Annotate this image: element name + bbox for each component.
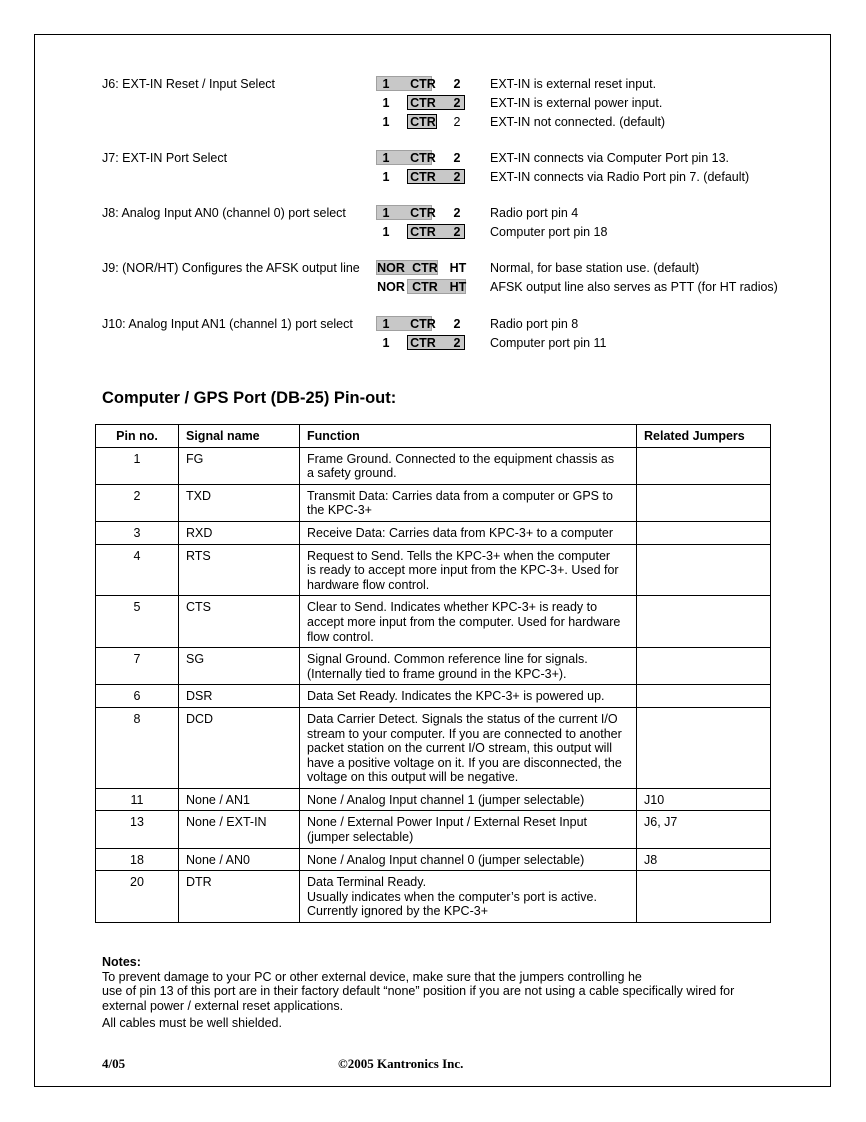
pin-number: 4 — [96, 544, 179, 596]
jumper-pin: 1 — [382, 317, 390, 331]
jumper-pin: CTR — [410, 317, 436, 331]
jumper-description: EXT-IN not connected. (default) — [490, 115, 666, 129]
function-line: Request to Send. Tells the KPC-3+ when the computer — [307, 548, 611, 563]
pin-number: 2 — [96, 484, 179, 521]
notes-line: external power / external reset applications. — [102, 998, 344, 1013]
jumper-pin: CTR — [410, 225, 436, 239]
function-cell — [300, 685, 637, 708]
jumper-description: Radio port pin 4 — [490, 206, 579, 220]
footer-copyright: ©2005 Kantronics Inc. — [338, 1056, 464, 1071]
notes — [102, 955, 734, 1031]
related-jumpers: J10 — [637, 788, 771, 811]
header-pin: Pin no. — [96, 425, 179, 448]
function-cell — [300, 848, 637, 871]
jumper-description: AFSK output line also serves as PTT (for HT radios) — [490, 280, 778, 294]
jumper-pin: 1 — [382, 206, 390, 220]
jumper-pin: 2 — [453, 206, 461, 220]
notes-title: Notes: — [102, 955, 141, 969]
table-row — [96, 521, 771, 544]
jumper-pin: CTR — [410, 206, 436, 220]
jumper-description: Normal, for base station use. (default) — [490, 261, 700, 275]
function-line: Data Carrier Detect. Signals the status of the current I/O — [307, 711, 618, 726]
table-row — [96, 596, 771, 648]
pinout-table — [95, 424, 771, 923]
signal-name: FG — [179, 447, 300, 484]
function-line: (Internally tied to frame ground in the KPC-3+). — [307, 666, 567, 681]
related-jumpers — [637, 484, 771, 521]
jumper-row — [376, 151, 866, 170]
function-cell — [300, 521, 637, 544]
pin-number: 5 — [96, 596, 179, 648]
jumper-row — [376, 206, 866, 225]
jumper-pin: 2 — [453, 317, 461, 331]
jumper-description: EXT-IN is external reset input. — [490, 77, 657, 91]
function-line: have a positive voltage on it. If you are disconnected, the — [307, 755, 622, 770]
function-line: Data Terminal Ready. — [307, 875, 427, 890]
function-line: packet station on the current I/O stream, this output will — [307, 741, 613, 756]
table-row — [96, 871, 771, 923]
jumper-pin: 1 — [382, 225, 390, 239]
jumper-pin: 1 — [382, 170, 390, 184]
table-row — [96, 788, 771, 811]
function-line: Receive Data: Carries data from KPC-3+ to a computer — [307, 525, 614, 540]
jumper-description: EXT-IN is external power input. — [490, 96, 663, 110]
signal-name: None / AN1 — [179, 788, 300, 811]
signal-name: DCD — [179, 707, 300, 788]
jumper-description: Computer port pin 18 — [490, 225, 608, 239]
jumper-label: J6: EXT-IN Reset / Input Select — [102, 77, 275, 91]
function-line: stream to your computer. If you are connected to another — [307, 726, 622, 741]
function-line: is ready to accept more input from the KPC-3+. Used for — [307, 563, 619, 578]
jumper-pin: NOR — [377, 280, 405, 294]
related-jumpers — [637, 707, 771, 788]
jumper-pin: 2 — [453, 225, 461, 239]
jumper-row — [376, 317, 866, 336]
function-line: Frame Ground. Connected to the equipment chassis as — [307, 451, 615, 466]
function-line: Usually indicates when the computer’s port is active. — [307, 889, 597, 904]
jumper-label: J9: (NOR/HT) Configures the AFSK output line — [102, 261, 360, 275]
pin-number: 3 — [96, 521, 179, 544]
notes-extra: All cables must be well shielded. — [102, 1016, 282, 1031]
function-cell — [300, 871, 637, 923]
signal-name: TXD — [179, 484, 300, 521]
jumper-label: J7: EXT-IN Port Select — [102, 151, 228, 165]
jumper-pin: 1 — [382, 151, 390, 165]
function-line: a safety ground. — [307, 466, 397, 481]
function-line: None / External Power Input / External Reset Input — [307, 815, 588, 830]
function-cell — [300, 596, 637, 648]
pin-number: 18 — [96, 848, 179, 871]
header-function: Function — [300, 425, 637, 448]
function-line: None / Analog Input channel 0 (jumper selectable) — [307, 852, 585, 867]
function-line: accept more input from the computer. Used for hardware — [307, 614, 621, 629]
function-line: Signal Ground. Common reference line for signals. — [307, 652, 588, 667]
jumper-pin: CTR — [410, 96, 436, 110]
function-line: Data Set Ready. Indicates the KPC-3+ is powered up. — [307, 689, 605, 704]
function-line: Clear to Send. Indicates whether KPC-3+ is ready to — [307, 600, 598, 615]
jumper-description: Computer port pin 11 — [490, 336, 607, 350]
function-cell — [300, 707, 637, 788]
function-cell — [300, 484, 637, 521]
jumper-row — [376, 170, 866, 189]
jumper-description: EXT-IN connects via Computer Port pin 13. — [490, 151, 729, 165]
related-jumpers — [637, 685, 771, 708]
jumper-pin: 1 — [382, 77, 390, 91]
function-cell — [300, 648, 637, 685]
jumper-pin: HT — [449, 280, 467, 294]
signal-name: DTR — [179, 871, 300, 923]
function-line: flow control. — [307, 629, 374, 644]
table-row — [96, 484, 771, 521]
related-jumpers — [637, 596, 771, 648]
function-line: the KPC-3+ — [307, 503, 372, 518]
jumper-row — [376, 115, 866, 134]
table-row — [96, 544, 771, 596]
notes-line: use of pin 13 of this port are in their factory default “none” position if you are not using a cable specifically wired for — [102, 984, 735, 999]
function-line: (jumper selectable) — [307, 830, 414, 845]
jumper-description: EXT-IN connects via Radio Port pin 7. (default) — [490, 170, 750, 184]
jumper-label: J10: Analog Input AN1 (channel 1) port select — [102, 317, 353, 331]
signal-name: SG — [179, 648, 300, 685]
function-line: Transmit Data: Carries data from a computer or GPS to — [307, 488, 613, 503]
jumper-pin: 2 — [453, 170, 461, 184]
function-line: hardware flow control. — [307, 577, 430, 592]
signal-name: RXD — [179, 521, 300, 544]
signal-name: RTS — [179, 544, 300, 596]
jumper-pin: 1 — [382, 115, 390, 129]
table-row — [96, 707, 771, 788]
function-line: voltage on this output will be negative. — [307, 770, 519, 785]
jumper-row — [376, 225, 866, 244]
jumper-pin: 2 — [453, 151, 461, 165]
jumper-pin: HT — [449, 261, 467, 275]
jumper-pin: 2 — [453, 96, 461, 110]
jumper-description: Radio port pin 8 — [490, 317, 579, 331]
jumper-pin: 1 — [382, 336, 390, 350]
jumper-label: J8: Analog Input AN0 (channel 0) port select — [102, 206, 346, 220]
pin-number: 8 — [96, 707, 179, 788]
jumper-pin: CTR — [412, 261, 438, 275]
function-cell — [300, 447, 637, 484]
signal-name: None / AN0 — [179, 848, 300, 871]
jumper-pin: 1 — [382, 96, 390, 110]
function-cell — [300, 544, 637, 596]
function-line: None / Analog Input channel 1 (jumper selectable) — [307, 792, 585, 807]
table-row — [96, 811, 771, 848]
header-signal: Signal name — [179, 425, 300, 448]
jumper-row — [376, 261, 866, 280]
pin-number: 20 — [96, 871, 179, 923]
function-cell — [300, 811, 637, 848]
jumper-pin: CTR — [410, 77, 436, 91]
table-row — [96, 848, 771, 871]
jumper-pin: CTR — [410, 170, 436, 184]
table-row — [96, 447, 771, 484]
pin-number: 6 — [96, 685, 179, 708]
notes-line: To prevent damage to your PC or other external device, make sure that the jumpers controlling he — [102, 969, 642, 984]
related-jumpers: J6, J7 — [637, 811, 771, 848]
related-jumpers — [637, 871, 771, 923]
jumper-row — [376, 77, 866, 96]
jumper-row — [376, 96, 866, 115]
related-jumpers — [637, 521, 771, 544]
jumper-pin: 2 — [453, 336, 461, 350]
pin-number: 11 — [96, 788, 179, 811]
jumper-pin: 2 — [453, 115, 461, 129]
related-jumpers — [637, 544, 771, 596]
jumper-pin: CTR — [412, 280, 438, 294]
table-header-row — [96, 425, 771, 448]
jumper-pin: CTR — [410, 151, 436, 165]
signal-name: None / EXT-IN — [179, 811, 300, 848]
signal-name: CTS — [179, 596, 300, 648]
header-jumpers: Related Jumpers — [637, 425, 771, 448]
function-line: Currently ignored by the KPC-3+ — [307, 904, 488, 919]
related-jumpers: J8 — [637, 848, 771, 871]
signal-name: DSR — [179, 685, 300, 708]
jumper-row — [376, 336, 866, 355]
pin-number: 13 — [96, 811, 179, 848]
table-row — [96, 685, 771, 708]
footer-date: 4/05 — [102, 1056, 126, 1071]
function-cell — [300, 788, 637, 811]
section-title: Computer / GPS Port (DB-25) Pin-out: — [102, 389, 397, 407]
related-jumpers — [637, 447, 771, 484]
related-jumpers — [637, 648, 771, 685]
table-row — [96, 648, 771, 685]
jumper-pin: NOR — [377, 261, 405, 275]
jumper-pin: CTR — [410, 336, 436, 350]
jumper-pin: CTR — [410, 115, 436, 129]
jumper-pin: 2 — [453, 77, 461, 91]
pin-number: 1 — [96, 447, 179, 484]
jumper-row — [376, 280, 866, 299]
pin-number: 7 — [96, 648, 179, 685]
